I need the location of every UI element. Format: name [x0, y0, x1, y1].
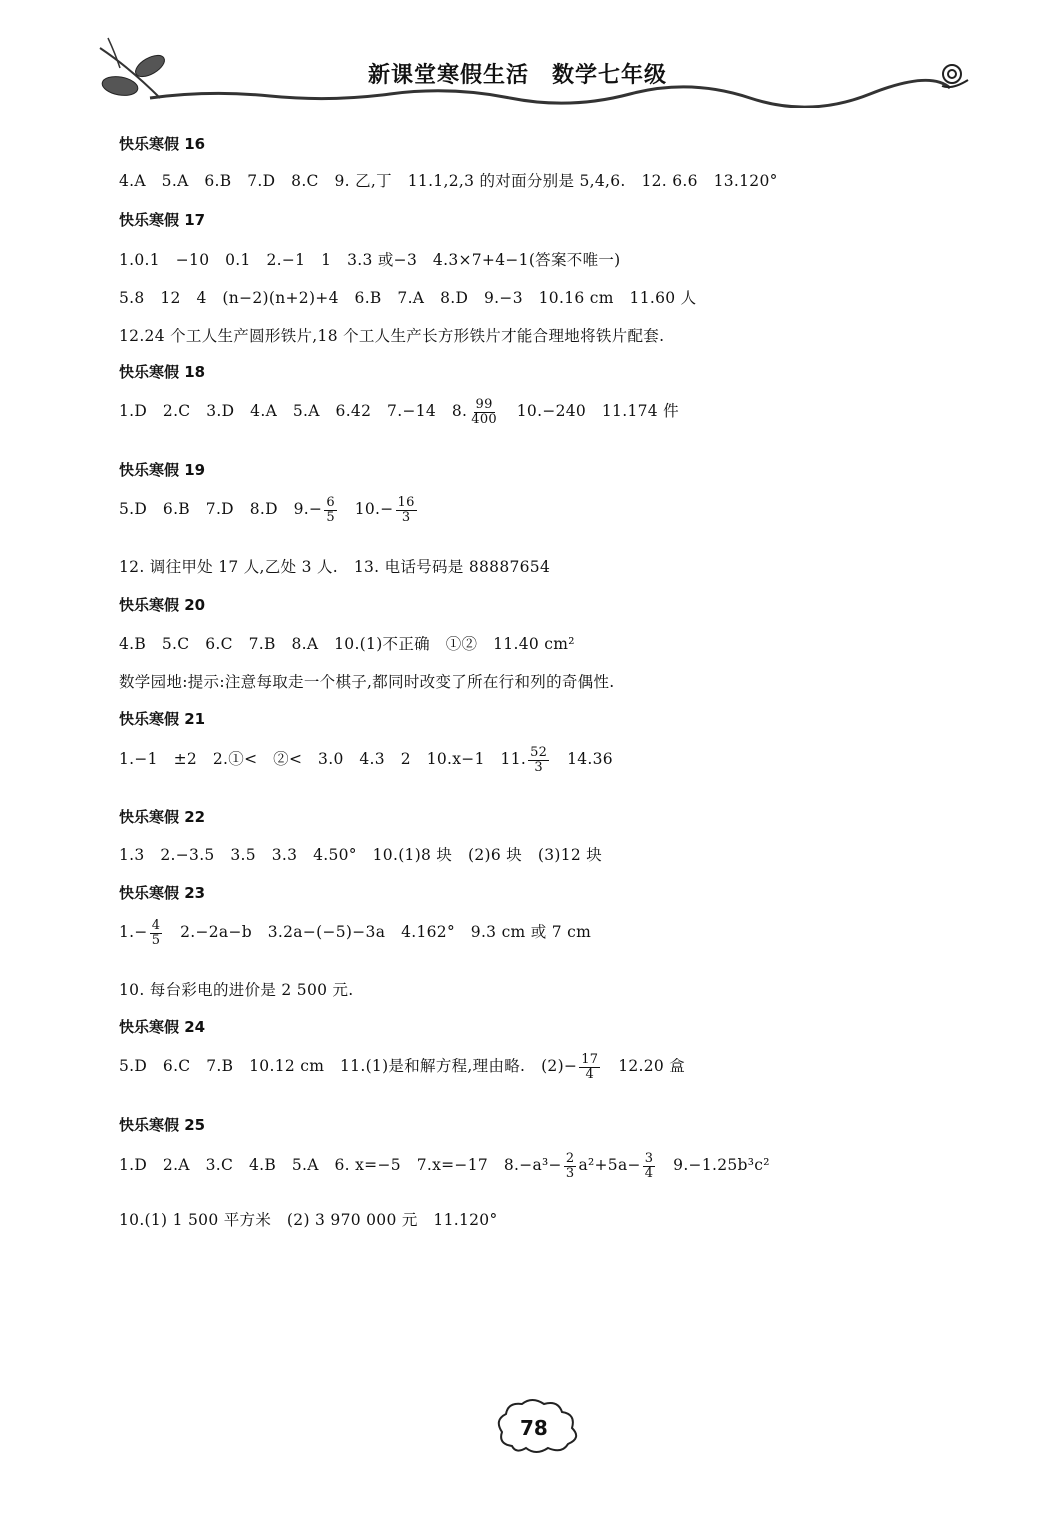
fraction: $\frac{4}{5}$	[151, 918, 161, 948]
fraction: $\frac{3}{4}$	[644, 1151, 654, 1181]
section-title-23: 快乐寒假 23	[119, 884, 206, 902]
section-title-19: 快乐寒假 19	[119, 461, 206, 479]
answer-line: 10. 每台彩电的进价是 2 500 元.	[119, 981, 354, 999]
fraction: $\frac{16}{3}$	[397, 495, 415, 525]
answer-line: 5.8 12 4 (n−2)(n+2)+4 6.B 7.A 8.D 9.−3 10.16 cm 11.60 人	[119, 289, 697, 307]
section-title-17: 快乐寒假 17	[119, 211, 206, 229]
section-title-21: 快乐寒假 21	[119, 710, 206, 728]
fraction: $\frac{17}{4}$	[581, 1052, 599, 1082]
section-title-24: 快乐寒假 24	[119, 1018, 206, 1036]
header-title: 新课堂寒假生活 数学七年级	[368, 63, 668, 88]
answer-line: 12. 调往甲处 17 人,乙处 3 人. 13. 电话号码是 88887654	[119, 558, 551, 576]
answer-line: 数学园地:提示:注意每取走一个棋子,都同时改变了所在行和列的奇偶性.	[119, 673, 615, 691]
answer-line: 1.D 2.A 3.C 4.B 5.A 6. x=−5 7.x=−17 8.−a³− $\frac{2}{3}$ a²+5a− $\frac{3}{4}$ 9.−1.25b³c²	[119, 1151, 770, 1181]
answer-line: 5.D 6.C 7.B 10.12 cm 11.(1)是和解方程,理由略. (2)− $\frac{17}{4}$ 12.20 盒	[119, 1052, 686, 1082]
answer-line: 5.D 6.B 7.D 8.D 9.− $\frac{6}{5}$ 10.− $\frac{16}{3}$	[119, 495, 415, 525]
answer-line: 10.(1) 1 500 平方米 (2) 3 970 000 元 11.120°	[119, 1211, 498, 1229]
page-number: 78	[520, 1416, 548, 1440]
answer-line: 4.A 5.A 6.B 7.D 8.C 9. 乙,丁 11.1,2,3 的对面分别是 5,4,6. 12. 6.6 13.120°	[119, 172, 778, 190]
section-title-25: 快乐寒假 25	[119, 1116, 206, 1134]
section-title-20: 快乐寒假 20	[119, 596, 206, 614]
section-title-22: 快乐寒假 22	[119, 808, 206, 826]
answer-line: 1.0.1 −10 0.1 2.−1 1 3.3 或−3 4.3×7+4−1(答案不唯一)	[119, 251, 621, 269]
answer-line: 12.24 个工人生产圆形铁片,18 个工人生产长方形铁片才能合理地将铁片配套.	[119, 327, 665, 345]
section-title-16: 快乐寒假 16	[119, 135, 206, 153]
fraction: $\frac{2}{3}$	[565, 1151, 575, 1181]
leaf-icon	[100, 38, 168, 98]
answer-line: 4.B 5.C 6.C 7.B 8.A 10.(1)不正确 ①② 11.40 cm²	[119, 635, 575, 653]
fraction: $\frac{6}{5}$	[326, 495, 335, 525]
answer-line: 1.D 2.C 3.D 4.A 5.A 6.42 7.−14 8. $\frac{99}{400}$ 10.−240 11.174 件	[119, 397, 679, 427]
fraction: $\frac{99}{400}$	[471, 397, 497, 427]
answer-line: 1.3 2.−3.5 3.5 3.3 4.50° 10.(1)8 块 (2)6 块 (3)12 块	[119, 846, 603, 864]
fraction: $\frac{52}{3}$	[530, 745, 548, 775]
section-title-18: 快乐寒假 18	[119, 363, 206, 381]
answer-line: 1.− $\frac{4}{5}$ 2.−2a−b 3.2a−(−5)−3a 4.162° 9.3 cm 或 7 cm	[119, 918, 592, 948]
answer-line: 1.−1 ±2 2.①< ②< 3.0 4.3 2 10.x−1 11. $\frac{52}{3}$ 14.36	[119, 745, 613, 775]
